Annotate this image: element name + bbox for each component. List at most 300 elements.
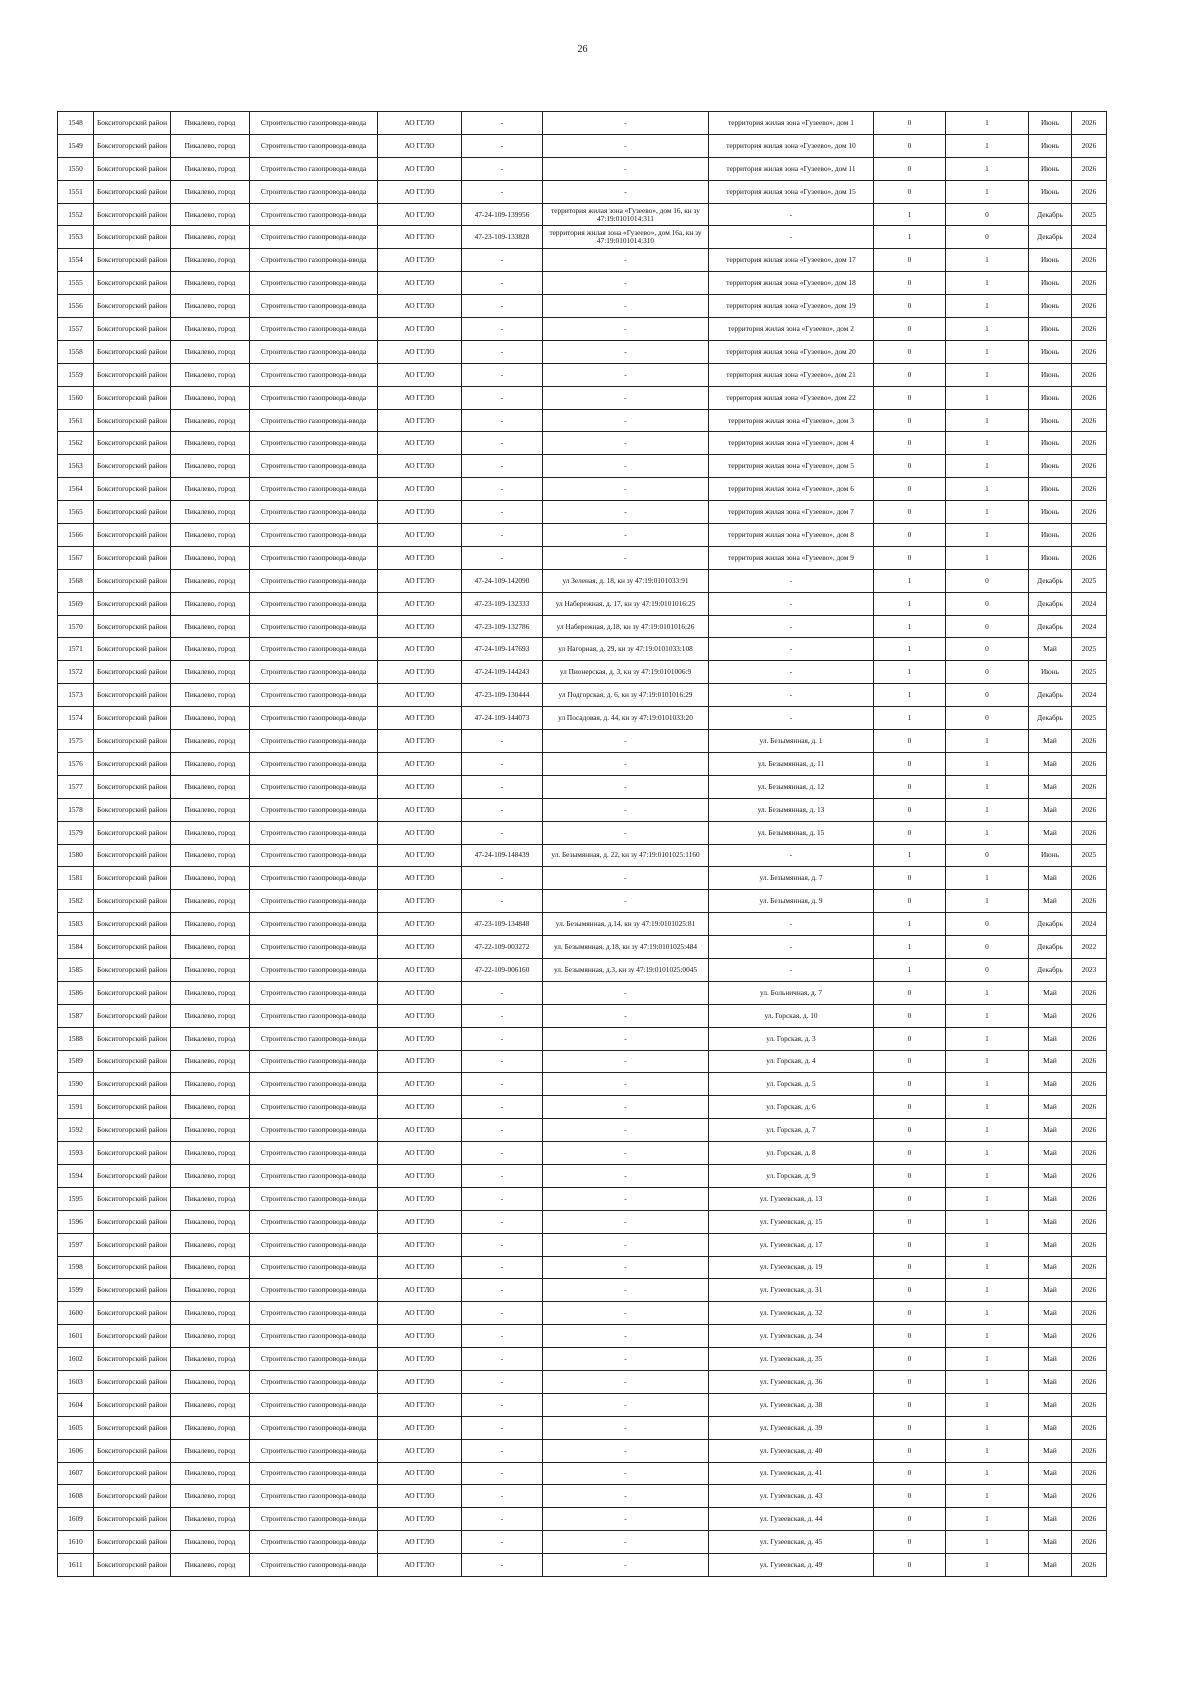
cell-application-number: -	[462, 478, 543, 501]
cell-count-b: 1	[946, 1050, 1029, 1073]
cell-month: Май	[1029, 638, 1072, 661]
cell-locality: Пикалево, город	[171, 249, 250, 272]
cell-address-territory: ул. Горская, д. 6	[709, 1096, 874, 1119]
cell-address-cadastral: ул. Безымянная, д. 22, кн зу 47:19:0101025:1160	[543, 844, 709, 867]
cell-month: Декабрь	[1029, 615, 1072, 638]
cell-work-type: Строительство газопровода-ввода	[250, 707, 378, 730]
cell-address-territory: ул. Безымянная, д. 11	[709, 752, 874, 775]
cell-locality: Пикалево, город	[171, 1462, 250, 1485]
cell-address-cadastral: ул Посадовая, д. 44, кн зу 47:19:0101033:20	[543, 707, 709, 730]
cell-locality: Пикалево, город	[171, 295, 250, 318]
cell-address-cadastral: ул Нагорная, д. 29, кн зу 47:19:0101033:108	[543, 638, 709, 661]
cell-district: Бокситогорский район	[94, 1348, 171, 1371]
cell-month: Июнь	[1029, 157, 1072, 180]
cell-work-type: Строительство газопровода-ввода	[250, 1393, 378, 1416]
cell-count-a: 0	[874, 409, 946, 432]
cell-address-cadastral: -	[543, 501, 709, 524]
cell-district: Бокситогорский район	[94, 249, 171, 272]
cell-organization: АО ГГЛО	[378, 340, 462, 363]
cell-month: Декабрь	[1029, 226, 1072, 249]
cell-number: 1568	[58, 569, 94, 592]
cell-district: Бокситогорский район	[94, 684, 171, 707]
cell-locality: Пикалево, город	[171, 867, 250, 890]
cell-work-type: Строительство газопровода-ввода	[250, 1210, 378, 1233]
cell-organization: АО ГГЛО	[378, 1210, 462, 1233]
cell-month: Июнь	[1029, 340, 1072, 363]
cell-locality: Пикалево, город	[171, 1050, 250, 1073]
cell-address-cadastral: -	[543, 775, 709, 798]
cell-year: 2026	[1072, 1531, 1107, 1554]
cell-district: Бокситогорский район	[94, 1531, 171, 1554]
cell-address-cadastral: -	[543, 1302, 709, 1325]
cell-year: 2026	[1072, 318, 1107, 341]
cell-work-type: Строительство газопровода-ввода	[250, 432, 378, 455]
cell-count-a: 0	[874, 112, 946, 135]
cell-application-number: -	[462, 295, 543, 318]
cell-locality: Пикалево, город	[171, 890, 250, 913]
cell-year: 2025	[1072, 707, 1107, 730]
cell-application-number: -	[462, 1348, 543, 1371]
cell-count-b: 1	[946, 501, 1029, 524]
table-row	[58, 295, 1107, 318]
table-row	[58, 1233, 1107, 1256]
cell-application-number: -	[462, 409, 543, 432]
cell-month: Июнь	[1029, 844, 1072, 867]
cell-month: Май	[1029, 1416, 1072, 1439]
cell-count-b: 0	[946, 638, 1029, 661]
cell-count-a: 1	[874, 203, 946, 226]
cell-year: 2024	[1072, 684, 1107, 707]
cell-count-a: 0	[874, 272, 946, 295]
cell-work-type: Строительство газопровода-ввода	[250, 249, 378, 272]
cell-address-cadastral: ул. Безымянная, д.18, кн зу 47:19:0101025:484	[543, 936, 709, 959]
cell-count-a: 0	[874, 1142, 946, 1165]
cell-address-territory: ул. Безымянная, д. 7	[709, 867, 874, 890]
cell-month: Май	[1029, 1393, 1072, 1416]
cell-count-b: 1	[946, 867, 1029, 890]
cell-work-type: Строительство газопровода-ввода	[250, 730, 378, 753]
cell-count-b: 1	[946, 546, 1029, 569]
table-row	[58, 134, 1107, 157]
cell-application-number: 47-22-109-006160	[462, 958, 543, 981]
cell-application-number: -	[462, 890, 543, 913]
cell-district: Бокситогорский район	[94, 638, 171, 661]
cell-address-territory: ул. Гузеевская, д. 15	[709, 1210, 874, 1233]
cell-district: Бокситогорский район	[94, 1485, 171, 1508]
cell-month: Июнь	[1029, 363, 1072, 386]
cell-count-a: 0	[874, 1027, 946, 1050]
cell-address-cadastral: -	[543, 1325, 709, 1348]
cell-application-number: -	[462, 134, 543, 157]
cell-work-type: Строительство газопровода-ввода	[250, 867, 378, 890]
cell-application-number: -	[462, 1050, 543, 1073]
cell-address-cadastral: -	[543, 249, 709, 272]
cell-count-a: 0	[874, 752, 946, 775]
cell-count-b: 1	[946, 157, 1029, 180]
cell-address-territory: территория жилая зона «Гузеево», дом 5	[709, 455, 874, 478]
cell-organization: АО ГГЛО	[378, 730, 462, 753]
cell-count-a: 0	[874, 501, 946, 524]
cell-month: Май	[1029, 1164, 1072, 1187]
cell-year: 2026	[1072, 981, 1107, 1004]
cell-month: Июнь	[1029, 478, 1072, 501]
cell-application-number: -	[462, 775, 543, 798]
table-row	[58, 1554, 1107, 1577]
cell-number: 1556	[58, 295, 94, 318]
cell-year: 2026	[1072, 867, 1107, 890]
cell-work-type: Строительство газопровода-ввода	[250, 1073, 378, 1096]
cell-work-type: Строительство газопровода-ввода	[250, 1050, 378, 1073]
cell-locality: Пикалево, город	[171, 1554, 250, 1577]
cell-address-cadastral: территория жилая зона «Гузеево», дом 16а, кн зу 47:19:0101014:310	[543, 226, 709, 249]
table-row	[58, 546, 1107, 569]
cell-number: 1563	[58, 455, 94, 478]
cell-count-b: 1	[946, 1210, 1029, 1233]
table-row	[58, 1348, 1107, 1371]
cell-count-a: 0	[874, 981, 946, 1004]
cell-number: 1611	[58, 1554, 94, 1577]
cell-count-a: 1	[874, 638, 946, 661]
cell-organization: АО ГГЛО	[378, 798, 462, 821]
cell-number: 1595	[58, 1187, 94, 1210]
cell-address-cadastral: ул Пионерская, д. 3, кн зу 47:19:0101006:9	[543, 661, 709, 684]
cell-locality: Пикалево, город	[171, 981, 250, 1004]
cell-organization: АО ГГЛО	[378, 936, 462, 959]
cell-count-a: 0	[874, 821, 946, 844]
cell-number: 1601	[58, 1325, 94, 1348]
cell-locality: Пикалево, город	[171, 1279, 250, 1302]
cell-address-territory: ул. Горская, д. 7	[709, 1119, 874, 1142]
table-row	[58, 318, 1107, 341]
cell-count-a: 1	[874, 592, 946, 615]
cell-month: Май	[1029, 1508, 1072, 1531]
cell-application-number: -	[462, 386, 543, 409]
cell-number: 1550	[58, 157, 94, 180]
cell-district: Бокситогорский район	[94, 295, 171, 318]
table-row	[58, 363, 1107, 386]
cell-year: 2026	[1072, 524, 1107, 547]
cell-organization: АО ГГЛО	[378, 867, 462, 890]
cell-month: Июнь	[1029, 409, 1072, 432]
cell-address-territory: -	[709, 615, 874, 638]
cell-locality: Пикалево, город	[171, 478, 250, 501]
cell-address-territory: ул. Гузеевская, д. 40	[709, 1439, 874, 1462]
cell-count-b: 1	[946, 1119, 1029, 1142]
cell-address-territory: ул. Гузеевская, д. 43	[709, 1485, 874, 1508]
cell-count-a: 0	[874, 730, 946, 753]
cell-count-a: 0	[874, 134, 946, 157]
cell-application-number: 47-24-109-139956	[462, 203, 543, 226]
cell-address-territory: территория жилая зона «Гузеево», дом 22	[709, 386, 874, 409]
cell-address-cadastral: -	[543, 180, 709, 203]
cell-address-territory: ул. Гузеевская, д. 44	[709, 1508, 874, 1531]
cell-organization: АО ГГЛО	[378, 363, 462, 386]
cell-count-a: 0	[874, 1554, 946, 1577]
cell-locality: Пикалево, город	[171, 1416, 250, 1439]
cell-locality: Пикалево, город	[171, 226, 250, 249]
cell-count-a: 1	[874, 226, 946, 249]
cell-work-type: Строительство газопровода-ввода	[250, 775, 378, 798]
table-row	[58, 249, 1107, 272]
cell-year: 2026	[1072, 1348, 1107, 1371]
cell-locality: Пикалево, город	[171, 318, 250, 341]
cell-locality: Пикалево, город	[171, 1164, 250, 1187]
cell-locality: Пикалево, город	[171, 180, 250, 203]
cell-count-b: 1	[946, 1027, 1029, 1050]
table-row	[58, 592, 1107, 615]
cell-count-b: 1	[946, 730, 1029, 753]
cell-year: 2026	[1072, 890, 1107, 913]
cell-district: Бокситогорский район	[94, 386, 171, 409]
cell-address-cadastral: ул Зеленая, д. 18, кн зу 47:19:0101033:91	[543, 569, 709, 592]
cell-work-type: Строительство газопровода-ввода	[250, 295, 378, 318]
cell-number: 1567	[58, 546, 94, 569]
cell-locality: Пикалево, город	[171, 1531, 250, 1554]
table-row	[58, 1370, 1107, 1393]
cell-month: Июнь	[1029, 134, 1072, 157]
cell-year: 2026	[1072, 1279, 1107, 1302]
cell-month: Июнь	[1029, 432, 1072, 455]
cell-organization: АО ГГЛО	[378, 180, 462, 203]
cell-number: 1590	[58, 1073, 94, 1096]
cell-year: 2026	[1072, 363, 1107, 386]
cell-count-b: 1	[946, 1462, 1029, 1485]
cell-address-territory: -	[709, 569, 874, 592]
cell-count-a: 1	[874, 615, 946, 638]
cell-year: 2026	[1072, 501, 1107, 524]
cell-organization: АО ГГЛО	[378, 1142, 462, 1165]
cell-locality: Пикалево, город	[171, 1485, 250, 1508]
cell-month: Май	[1029, 1462, 1072, 1485]
cell-organization: АО ГГЛО	[378, 1073, 462, 1096]
cell-year: 2026	[1072, 1142, 1107, 1165]
cell-month: Май	[1029, 798, 1072, 821]
cell-year: 2026	[1072, 1233, 1107, 1256]
cell-count-a: 0	[874, 249, 946, 272]
table-row	[58, 455, 1107, 478]
cell-address-territory: ул. Гузеевская, д. 17	[709, 1233, 874, 1256]
cell-application-number: 47-24-109-144243	[462, 661, 543, 684]
cell-address-territory: ул. Горская, д. 8	[709, 1142, 874, 1165]
cell-address-cadastral: -	[543, 1119, 709, 1142]
cell-organization: АО ГГЛО	[378, 1050, 462, 1073]
cell-count-b: 1	[946, 272, 1029, 295]
cell-year: 2026	[1072, 752, 1107, 775]
table-row	[58, 501, 1107, 524]
cell-count-b: 1	[946, 478, 1029, 501]
cell-month: Май	[1029, 1302, 1072, 1325]
cell-locality: Пикалево, город	[171, 798, 250, 821]
table-row	[58, 1119, 1107, 1142]
cell-district: Бокситогорский район	[94, 1233, 171, 1256]
cell-count-a: 0	[874, 295, 946, 318]
cell-year: 2026	[1072, 1302, 1107, 1325]
cell-district: Бокситогорский район	[94, 844, 171, 867]
cell-organization: АО ГГЛО	[378, 638, 462, 661]
cell-application-number: -	[462, 730, 543, 753]
cell-month: Май	[1029, 1370, 1072, 1393]
cell-count-a: 1	[874, 684, 946, 707]
cell-address-territory: -	[709, 661, 874, 684]
cell-year: 2026	[1072, 1096, 1107, 1119]
cell-address-territory: территория жилая зона «Гузеево», дом 2	[709, 318, 874, 341]
cell-count-a: 0	[874, 1233, 946, 1256]
cell-district: Бокситогорский район	[94, 432, 171, 455]
cell-number: 1576	[58, 752, 94, 775]
cell-address-territory: территория жилая зона «Гузеево», дом 17	[709, 249, 874, 272]
cell-address-cadastral: -	[543, 295, 709, 318]
cell-number: 1569	[58, 592, 94, 615]
cell-work-type: Строительство газопровода-ввода	[250, 1462, 378, 1485]
cell-work-type: Строительство газопровода-ввода	[250, 958, 378, 981]
cell-locality: Пикалево, город	[171, 501, 250, 524]
cell-locality: Пикалево, город	[171, 1004, 250, 1027]
cell-application-number: -	[462, 363, 543, 386]
cell-year: 2026	[1072, 1256, 1107, 1279]
cell-application-number: -	[462, 1439, 543, 1462]
cell-address-territory: ул. Гузеевская, д. 13	[709, 1187, 874, 1210]
cell-district: Бокситогорский район	[94, 936, 171, 959]
cell-application-number: -	[462, 157, 543, 180]
cell-address-cadastral: -	[543, 730, 709, 753]
table-row	[58, 1279, 1107, 1302]
cell-organization: АО ГГЛО	[378, 1348, 462, 1371]
cell-number: 1598	[58, 1256, 94, 1279]
cell-count-b: 1	[946, 1485, 1029, 1508]
cell-number: 1575	[58, 730, 94, 753]
cell-year: 2026	[1072, 1210, 1107, 1233]
cell-locality: Пикалево, город	[171, 1256, 250, 1279]
cell-count-b: 1	[946, 1164, 1029, 1187]
cell-address-cadastral: -	[543, 1348, 709, 1371]
gasification-table	[57, 111, 1107, 1577]
cell-month: Июнь	[1029, 386, 1072, 409]
cell-count-b: 1	[946, 340, 1029, 363]
cell-work-type: Строительство газопровода-ввода	[250, 180, 378, 203]
cell-year: 2026	[1072, 249, 1107, 272]
cell-organization: АО ГГЛО	[378, 432, 462, 455]
cell-count-a: 0	[874, 1302, 946, 1325]
cell-address-territory: ул. Гузеевская, д. 38	[709, 1393, 874, 1416]
cell-number: 1573	[58, 684, 94, 707]
cell-application-number: -	[462, 1325, 543, 1348]
cell-locality: Пикалево, город	[171, 386, 250, 409]
cell-month: Декабрь	[1029, 936, 1072, 959]
cell-district: Бокситогорский район	[94, 1004, 171, 1027]
cell-address-territory: -	[709, 707, 874, 730]
cell-year: 2025	[1072, 638, 1107, 661]
cell-month: Май	[1029, 1256, 1072, 1279]
cell-work-type: Строительство газопровода-ввода	[250, 203, 378, 226]
cell-month: Май	[1029, 1531, 1072, 1554]
cell-year: 2026	[1072, 1119, 1107, 1142]
cell-count-b: 1	[946, 318, 1029, 341]
cell-address-territory: ул. Гузеевская, д. 35	[709, 1348, 874, 1371]
cell-count-b: 1	[946, 1096, 1029, 1119]
cell-address-territory: -	[709, 844, 874, 867]
cell-count-b: 0	[946, 844, 1029, 867]
cell-organization: АО ГГЛО	[378, 478, 462, 501]
cell-count-a: 0	[874, 1462, 946, 1485]
cell-work-type: Строительство газопровода-ввода	[250, 1233, 378, 1256]
table-row	[58, 958, 1107, 981]
cell-number: 1596	[58, 1210, 94, 1233]
cell-number: 1572	[58, 661, 94, 684]
cell-address-territory: ул. Гузеевская, д. 36	[709, 1370, 874, 1393]
cell-locality: Пикалево, город	[171, 592, 250, 615]
cell-month: Май	[1029, 1142, 1072, 1165]
cell-year: 2026	[1072, 386, 1107, 409]
cell-organization: АО ГГЛО	[378, 272, 462, 295]
cell-number: 1597	[58, 1233, 94, 1256]
cell-count-a: 0	[874, 1004, 946, 1027]
cell-count-a: 0	[874, 432, 946, 455]
cell-organization: АО ГГЛО	[378, 1416, 462, 1439]
cell-address-territory: территория жилая зона «Гузеево», дом 4	[709, 432, 874, 455]
cell-work-type: Строительство газопровода-ввода	[250, 340, 378, 363]
cell-work-type: Строительство газопровода-ввода	[250, 1279, 378, 1302]
cell-address-cadastral: -	[543, 1164, 709, 1187]
cell-work-type: Строительство газопровода-ввода	[250, 661, 378, 684]
cell-application-number: -	[462, 112, 543, 135]
cell-month: Май	[1029, 821, 1072, 844]
cell-work-type: Строительство газопровода-ввода	[250, 157, 378, 180]
cell-work-type: Строительство газопровода-ввода	[250, 936, 378, 959]
table-row	[58, 1210, 1107, 1233]
cell-count-b: 1	[946, 1554, 1029, 1577]
cell-work-type: Строительство газопровода-ввода	[250, 1302, 378, 1325]
cell-district: Бокситогорский район	[94, 707, 171, 730]
cell-number: 1588	[58, 1027, 94, 1050]
cell-address-territory: ул. Гузеевская, д. 34	[709, 1325, 874, 1348]
table-row	[58, 936, 1107, 959]
cell-locality: Пикалево, город	[171, 638, 250, 661]
cell-work-type: Строительство газопровода-ввода	[250, 1439, 378, 1462]
cell-count-b: 0	[946, 592, 1029, 615]
cell-number: 1574	[58, 707, 94, 730]
cell-count-a: 0	[874, 890, 946, 913]
cell-locality: Пикалево, город	[171, 1119, 250, 1142]
cell-locality: Пикалево, город	[171, 272, 250, 295]
cell-organization: АО ГГЛО	[378, 157, 462, 180]
cell-address-cadastral: ул. Безымянная, д.14, кн зу 47:19:0101025:81	[543, 913, 709, 936]
cell-number: 1604	[58, 1393, 94, 1416]
cell-number: 1565	[58, 501, 94, 524]
cell-address-territory: ул. Гузеевская, д. 19	[709, 1256, 874, 1279]
cell-address-cadastral: -	[543, 1462, 709, 1485]
table-row	[58, 1142, 1107, 1165]
table-row	[58, 844, 1107, 867]
cell-count-a: 0	[874, 1187, 946, 1210]
cell-month: Май	[1029, 1187, 1072, 1210]
cell-number: 1603	[58, 1370, 94, 1393]
cell-locality: Пикалево, город	[171, 1348, 250, 1371]
cell-month: Июнь	[1029, 272, 1072, 295]
cell-month: Май	[1029, 730, 1072, 753]
cell-address-territory: территория жилая зона «Гузеево», дом 6	[709, 478, 874, 501]
table-row	[58, 707, 1107, 730]
cell-address-cadastral: -	[543, 1004, 709, 1027]
cell-application-number: -	[462, 249, 543, 272]
cell-district: Бокситогорский район	[94, 1119, 171, 1142]
cell-month: Май	[1029, 981, 1072, 1004]
cell-district: Бокситогорский район	[94, 203, 171, 226]
cell-application-number: -	[462, 1119, 543, 1142]
cell-year: 2026	[1072, 1370, 1107, 1393]
cell-count-b: 1	[946, 295, 1029, 318]
cell-address-territory: ул. Горская, д. 9	[709, 1164, 874, 1187]
cell-number: 1589	[58, 1050, 94, 1073]
